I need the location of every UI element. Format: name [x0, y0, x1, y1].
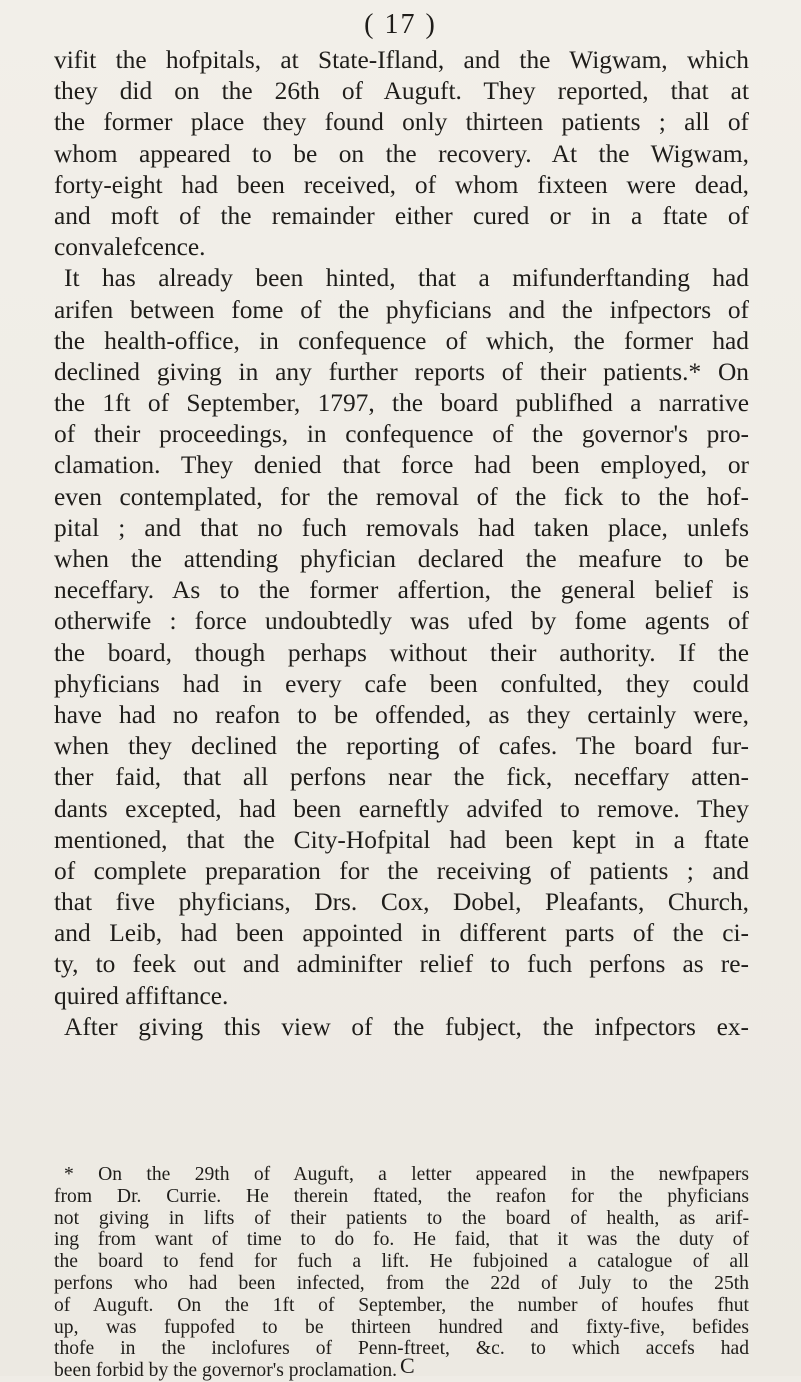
text-line: the health-office, in confequence of which, the former had: [54, 326, 749, 355]
catchword: C: [400, 1353, 415, 1378]
text-line: pital ; and that no fuch removals had taken place, unlefs: [54, 513, 749, 542]
text-line: the 1ft of September, 1797, the board publifhed a narrative: [54, 389, 749, 418]
footnote-line: up, was fuppofed to be thirteen hundred and fixty-five, befides: [54, 1316, 749, 1338]
text-line: and moft of the remainder either cured or in a ftate of: [54, 201, 749, 230]
text-line: of complete preparation for the receiving of patients ; and: [54, 856, 749, 885]
footnote-line: the board to fend for fuch a lift. He fubjoined a catalogue of all: [54, 1251, 749, 1273]
text-line: otherwife : force undoubtedly was ufed by fome agents of: [54, 607, 749, 636]
text-line: when the attending phyfician declared the meafure to be: [54, 545, 749, 573]
text-line: declined giving in any further reports of their patients.* On: [54, 357, 749, 386]
text-line: the board, though perhaps without their authority. If the: [54, 638, 749, 667]
text-line: that five phyficians, Drs. Cox, Dobel, Pleafants, Church,: [54, 888, 749, 917]
text-line: ther faid, that all perfons near the fick, neceffary atten-: [54, 763, 749, 792]
footnote-line: thofe in the inclofures of Penn-ftreet, &c. to which accefs had: [54, 1338, 749, 1360]
text-line: of their proceedings, in confequence of the governor's pro-: [54, 420, 749, 449]
footnote-line: been forbid by the governor's proclamation.: [54, 1360, 398, 1382]
text-line: After giving this view of the fubject, the infpectors ex-: [64, 1012, 749, 1041]
page-number: ( 17 ): [364, 9, 437, 40]
text-line: ty, to feek out and adminifter relief to fuch perfons as re-: [54, 950, 749, 979]
footnote-line: from Dr. Currie. He therein ftated, the reafon for the phyficians: [54, 1185, 749, 1207]
footnote-line: of Auguft. On the 1ft of September, the number of houfes fhut: [54, 1294, 749, 1316]
text-line: when they declined the reporting of cafes. The board fur-: [54, 732, 749, 761]
text-line: phyficians had in every cafe been confulted, they could: [54, 669, 749, 698]
footnote-line: * On the 29th of Auguft, a letter appeared in the newfpapers: [64, 1164, 749, 1185]
text-line: convalefcence.: [54, 233, 206, 262]
footnote-line: perfons who had been infected, from the 22d of July to the 25th: [54, 1272, 749, 1294]
text-line: It has already been hinted, that a mifunderftanding had: [64, 264, 749, 293]
text-line: quired affiftance.: [54, 981, 229, 1010]
text-line: dants excepted, had been earneftly advifed to remove. They: [54, 794, 749, 823]
text-line: clamation. They denied that force had been employed, or: [54, 451, 749, 480]
text-line: arifen between fome of the phyficians and the infpectors of: [54, 295, 749, 324]
footnote-line: ing from want of time to do fo. He faid, that it was the duty of: [54, 1229, 749, 1251]
text-line: have had no reafon to be offended, as they certainly were,: [54, 700, 749, 729]
text-line: vifit the hofpitals, at State-Ifland, and the Wigwam, which: [54, 46, 749, 74]
text-line: forty-eight had been received, of whom fixteen were dead,: [54, 170, 749, 199]
footnote: [54, 1164, 749, 1382]
text-line: whom appeared to be on the recovery. At the Wigwam,: [54, 139, 749, 168]
text-line: they did on the 26th of Auguft. They reported, that at: [54, 77, 749, 106]
main-text: [54, 45, 749, 1043]
text-line: neceffary. As to the former affertion, the general belief is: [54, 576, 749, 605]
text-line: and Leib, had been appointed in different parts of the ci-: [54, 919, 749, 948]
text-line: even contemplated, for the removal of the fick to the hof-: [54, 482, 749, 511]
footnote-line: not giving in lifts of their patients to the board of health, as arif-: [54, 1207, 749, 1229]
text-line: mentioned, that the City-Hofpital had been kept in a ftate: [54, 825, 749, 854]
text-line: the former place they found only thirteen patients ; all of: [54, 108, 749, 137]
